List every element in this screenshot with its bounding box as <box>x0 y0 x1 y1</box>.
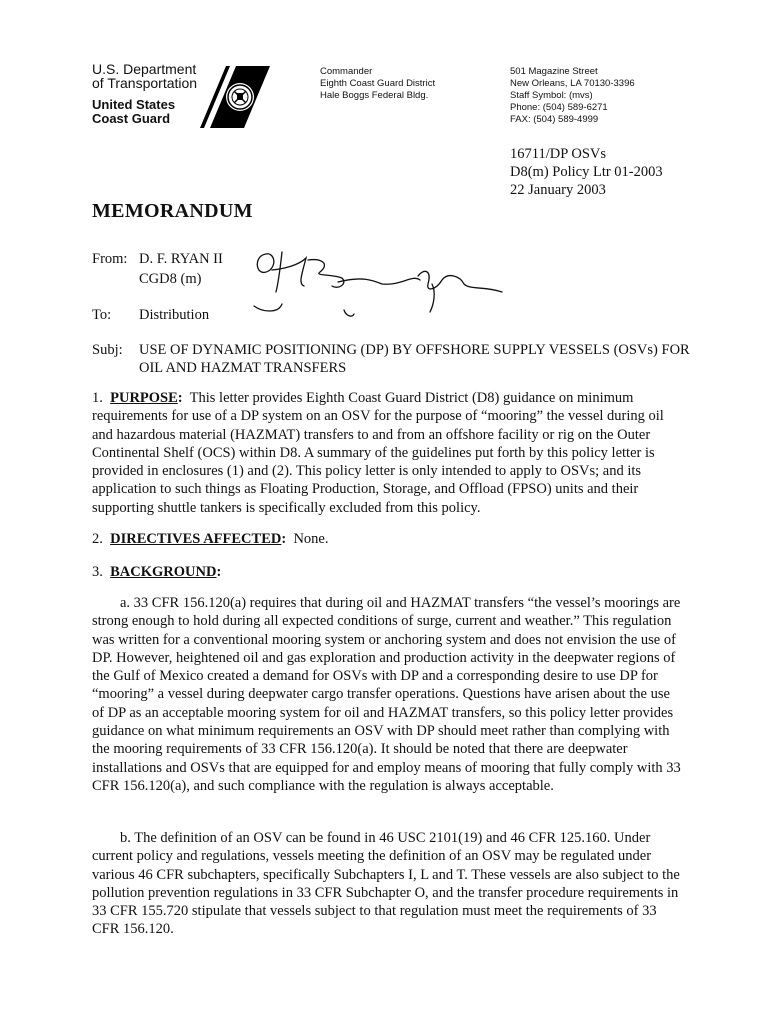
background-text-a: a. 33 CFR 156.120(a) requires that during oil and HAZMAT transfers “the vessel’s moorings are strong enough to hold during all expected conditions of surge, current and weather.” This regulation was written for a conventional mooring system or anchoring system and does not envision the use of DP. However, heightened oil and gas exploration and production activity in the deepwater regions of the Gulf of Mexico created a demand for OSVs with DP and a corresponding desire to use DP for “mooring” a vessel during deepwater cargo transfer operations. Questions have arisen about the use of DP as an acceptable mooring system for oil and HAZMAT transfers, so this policy letter provides guidance on what minimum requirements an OSV with DP should meet rather than complying with the mooring requirements of 33 CFR 156.120(a). It should be noted that there are deepwater installations and OSVs that are equipped for and employ means of mooring that fully comply with 33 CFR 156.120(a), and such compliance with the regulation is always acceptable. <box>92 595 681 794</box>
dept-line-1: U.S. Department <box>92 61 197 77</box>
address-line: Phone: (504) 589-6271 <box>510 102 608 113</box>
from-label: From: <box>92 251 128 267</box>
reference-block <box>510 145 663 199</box>
from-office: CGD8 (m) <box>139 271 202 287</box>
to-row <box>92 306 209 324</box>
from-name: D. F. RYAN II <box>139 251 223 267</box>
subject-row <box>92 341 690 376</box>
office-line: Eighth Coast Guard District <box>320 78 436 89</box>
letterhead-department <box>92 62 197 126</box>
purpose-paragraph: 1. PURPOSE: This letter provides Eighth Coast Guard District (D8) guidance on minimum requirements for use of a DP system on an OSV for the purpose of “mooring” the vessel during oil and hazardous material (HAZMAT) transfers to and from an offshore facility or rig on the Outer Continental Shelf (OCS) within D8. A summary of the guidelines put forth by this policy letter is provided in enclosures (1) and (2). This policy letter is only intended to apply to OSVs; and its application to such things as Floating Production, Storage, and Offload (FPSO) units and their supporting shuttle tankers is specifically excluded from this policy. <box>92 390 664 516</box>
agency-line-1: United States <box>92 97 176 112</box>
purpose-number: 1. <box>92 390 103 406</box>
to-label: To: <box>92 307 112 323</box>
reference-date: 22 January 2003 <box>510 182 606 198</box>
signature-icon <box>222 240 522 320</box>
directives-heading: DIRECTIVES AFFECTED <box>110 531 282 547</box>
office-line: Hale Boggs Federal Bldg. <box>320 90 429 101</box>
address-block <box>510 66 635 126</box>
background-text-b: b. The definition of an OSV can be found in 46 USC 2101(19) and 46 CFR 125.160. Under current policy and regulations, vessels meeting the definition of an OSV may be regulated under various 46 CFR subchapters, specifically Subchapters I, L and T. These vessels are also subject to the pollution prevention regulations in 33 CFR Subchapter O, and the transfer procedure requirements in 33 CFR 155.720 stipulate that vessels subject to that regulation must meet the requirements of 33 CFR 156.120. <box>92 830 680 938</box>
from-row <box>92 250 223 268</box>
subject-text: USE OF DYNAMIC POSITIONING (DP) BY OFFSHORE SUPPLY VESSELS (OSVs) FOR OIL AND HAZMAT TRANSFERS <box>139 342 690 376</box>
address-line: FAX: (504) 589-4999 <box>510 114 599 125</box>
address-line: 501 Magazine Street <box>510 66 598 77</box>
background-paragraph-b <box>92 829 684 939</box>
background-number: 3. <box>92 564 103 580</box>
background-heading-row: 3. BACKGROUND: <box>92 564 222 580</box>
agency-line-2: Coast Guard <box>92 111 171 126</box>
purpose-text: This letter provides Eighth Coast Guard District (D8) guidance on minimum requirements for use of a DP system on an OSV for the purpose of “mooring” the vessel during oil and hazardous material (HAZMAT) transfers to and from an offshore facility or rig on the Outer Continental Shelf (OCS) within D8. A summary of the guidelines put forth by this policy letter is provided in enclosures (1) and (2). This policy letter is only intended to apply to OSVs; and its application to such things as Floating Production, Storage, and Offload (FPSO) units and their supporting shuttle tankers is specifically excluded from this policy. <box>92 390 664 516</box>
background-heading: BACKGROUND <box>110 564 217 580</box>
reference-policy: D8(m) Policy Ltr 01-2003 <box>510 164 663 180</box>
subject-label: Subj: <box>92 342 123 358</box>
coast-guard-emblem-icon <box>196 66 270 128</box>
office-block <box>320 66 435 102</box>
reference-file: 16711/DP OSVs <box>510 146 607 162</box>
address-line: Staff Symbol: (mvs) <box>510 90 593 101</box>
purpose-heading: PURPOSE <box>110 390 178 406</box>
background-paragraph-a <box>92 594 684 795</box>
memo-title: MEMORANDUM <box>92 200 253 222</box>
address-line: New Orleans, LA 70130-3396 <box>510 78 635 89</box>
directives-paragraph: 2. DIRECTIVES AFFECTED: None. <box>92 531 329 547</box>
dept-line-2: of Transportation <box>92 75 198 91</box>
office-line: Commander <box>320 66 373 77</box>
directives-text: None. <box>293 531 329 547</box>
to-value: Distribution <box>139 307 210 323</box>
directives-number: 2. <box>92 531 103 547</box>
